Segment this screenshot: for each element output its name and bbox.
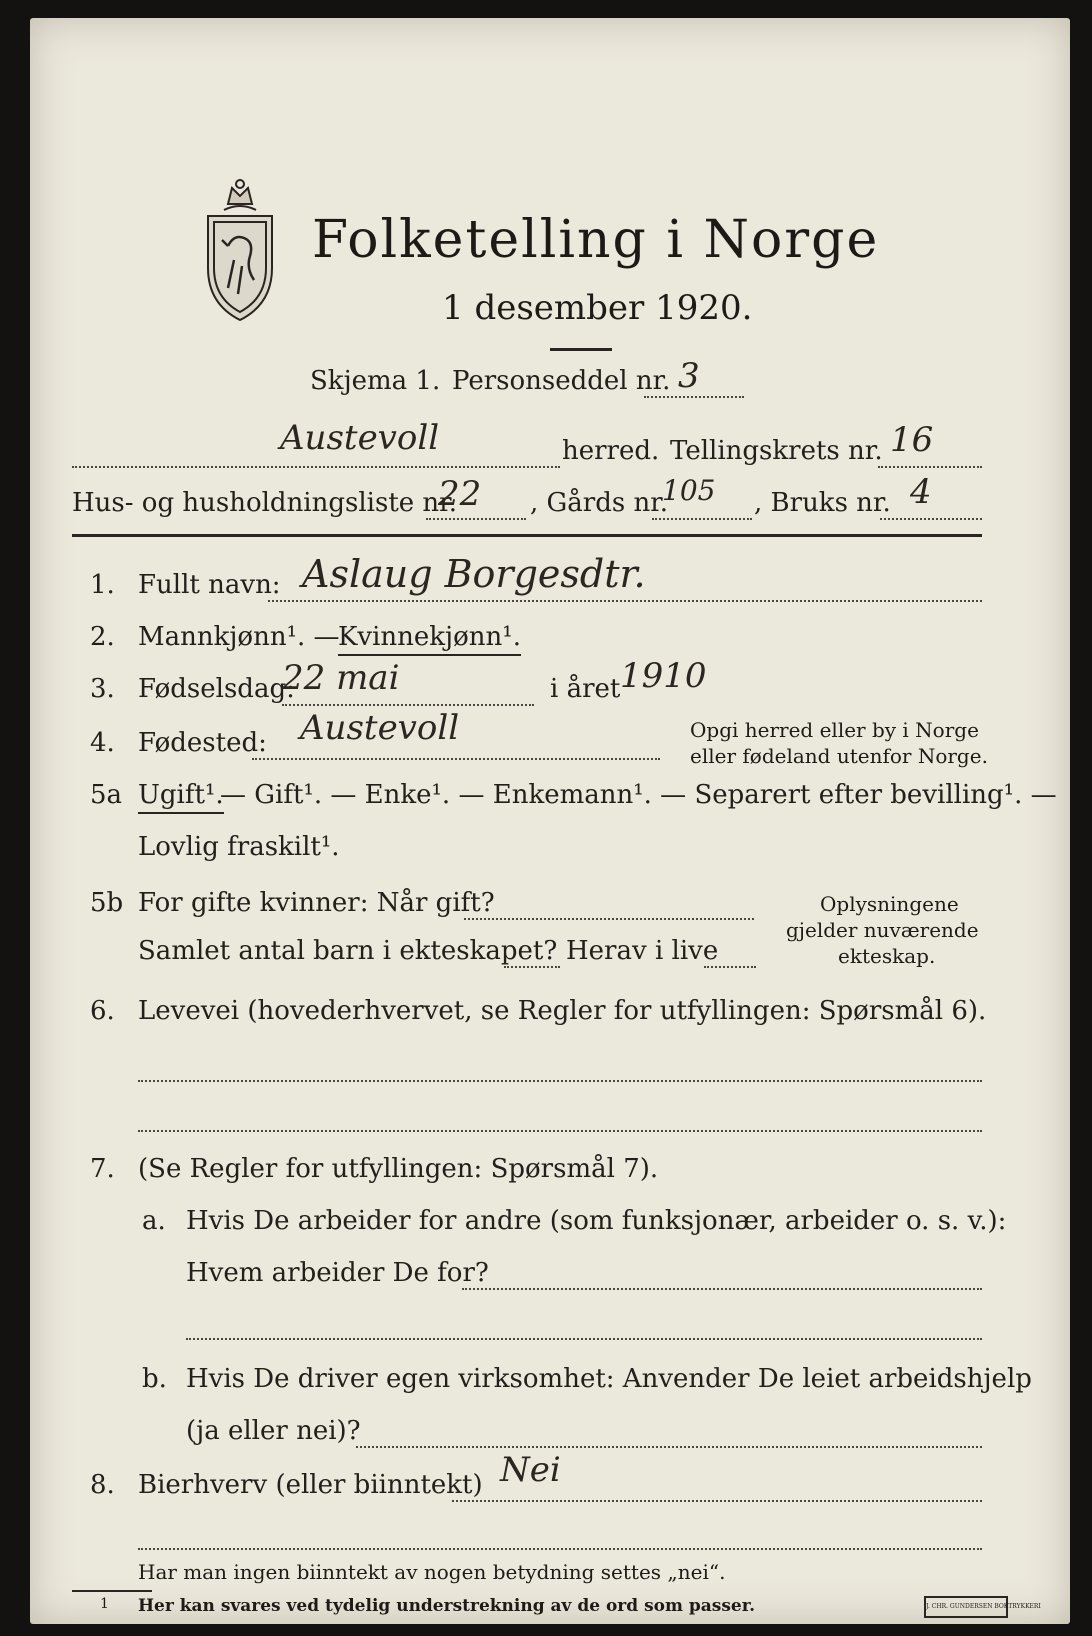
census-date: 1 desember 1920. [442, 288, 753, 328]
tellingskrets-line [878, 466, 982, 468]
q5b-note-3: ekteskap. [838, 944, 936, 968]
q1-label: Fullt navn: [138, 570, 281, 600]
birth-year-value[interactable]: 1910 [620, 656, 707, 696]
q4-number: 4. [90, 728, 115, 758]
q5b-alive-label: Herav i live [566, 936, 719, 966]
q3-line [282, 704, 534, 706]
gards-value[interactable]: 105 [662, 474, 716, 507]
q5b-note-1: Oplysningene [820, 892, 959, 916]
q5a-number: 5a [90, 780, 123, 810]
q7a-employer-label: Hvem arbeider De for? [186, 1258, 489, 1288]
q2-female-selected[interactable]: Kvinnekjønn¹. [338, 622, 521, 656]
personseddel-value[interactable]: 3 [678, 356, 700, 396]
coat-of-arms-icon [198, 176, 282, 326]
tellingskrets-value[interactable]: 16 [890, 420, 934, 460]
bruks-line [880, 518, 982, 520]
herred-value[interactable]: Austevoll [280, 418, 440, 458]
skjema-label: Skjema 1. [310, 366, 441, 396]
herred-label: herred. [562, 436, 660, 466]
side-income-value[interactable]: Nei [500, 1450, 561, 1490]
section-divider [72, 534, 982, 537]
footnote-mark: 1 [100, 1596, 109, 1612]
personseddel-label: Personseddel nr. [452, 366, 671, 396]
husliste-label: Hus- og husholdningsliste nr. [72, 488, 458, 518]
q8-line-1 [452, 1500, 982, 1502]
tellingskrets-label: Tellingskrets nr. [670, 436, 883, 466]
gards-label: , Gårds nr. [530, 488, 669, 518]
q5b-number: 5b [90, 888, 124, 918]
q3-number: 3. [90, 674, 115, 704]
q1-line [268, 600, 982, 602]
census-form [30, 18, 1070, 1624]
q1-number: 1. [90, 570, 115, 600]
herred-line [72, 466, 560, 468]
q7-label: (Se Regler for utfyllingen: Spørsmål 7). [138, 1154, 659, 1184]
q5b-label: For gifte kvinner: Når gift? [138, 888, 495, 918]
q4-note-1: Opgi herred eller by i Norge [690, 718, 979, 742]
footnote-divider [72, 1590, 152, 1592]
footer-note: Har man ingen biinntekt av nogen betydning settes „nei“. [138, 1560, 726, 1584]
q7a-label: Hvis De arbeider for andre (som funksjonær, arbeider o. s. v.): [186, 1206, 1007, 1236]
q7b-line [356, 1446, 982, 1448]
q8-label: Bierhverv (eller biinntekt) [138, 1470, 483, 1500]
q4-note-2: eller fødeland utenfor Norge. [690, 744, 988, 768]
q7a-line-1 [462, 1288, 982, 1290]
birthday-value[interactable]: 22 mai [282, 658, 400, 698]
birthplace-value[interactable]: Austevoll [300, 708, 460, 748]
q5a-divorced[interactable]: Lovlig fraskilt¹. [138, 832, 340, 862]
q2-male[interactable]: Mannkjønn¹. — [138, 622, 340, 652]
q3-label: Fødselsdag: [138, 674, 295, 704]
q4-label: Fødested: [138, 728, 267, 758]
q8-line-2 [138, 1548, 982, 1550]
q5b-alive-line [704, 966, 756, 968]
q5b-children-line [504, 966, 560, 968]
q5b-note-2: gjelder nuværende [786, 918, 979, 942]
q7a-letter: a. [142, 1206, 166, 1236]
gards-line [652, 518, 752, 520]
q6-line-1 [138, 1080, 982, 1082]
q8-number: 8. [90, 1470, 115, 1500]
footnote-text: Her kan svares ved tydelig understrekning av de ord som passer. [138, 1596, 756, 1616]
printer-stamp: J. CHR. GUNDERSEN BOKTRYKKERI [924, 1596, 1008, 1618]
q4-line [252, 758, 660, 760]
q6-number: 6. [90, 996, 115, 1026]
q6-label: Levevei (hovederhvervet, se Regler for utfyllingen: Spørsmål 6). [138, 996, 987, 1026]
q5a-options[interactable]: — Gift¹. — Enke¹. — Enkemann¹. — Separert efter bevilling¹. — [220, 780, 1057, 810]
bruks-label: , Bruks nr. [754, 488, 891, 518]
q7a-line-2 [186, 1338, 982, 1340]
q5b-children-label: Samlet antal barn i ekteskapet? [138, 936, 558, 966]
q7b-jaenei-label: (ja eller nei)? [186, 1416, 361, 1446]
q7b-letter: b. [142, 1364, 167, 1394]
q5a-ugift-selected[interactable]: Ugift¹. [138, 780, 224, 814]
q5b-married-line [464, 918, 754, 920]
title-divider [550, 348, 612, 351]
q3-year-label: i året [550, 674, 621, 704]
q7-number: 7. [90, 1154, 115, 1184]
q7b-label: Hvis De driver egen virksomhet: Anvender De leiet arbeidshjelp [186, 1364, 1032, 1394]
husliste-line [426, 518, 526, 520]
q2-number: 2. [90, 622, 115, 652]
bruks-value[interactable]: 4 [910, 472, 932, 512]
husliste-value[interactable]: 22 [438, 474, 482, 514]
personseddel-line [644, 396, 744, 398]
q6-line-2 [138, 1130, 982, 1132]
form-title: Folketelling i Norge [312, 210, 880, 270]
full-name-value[interactable]: Aslaug Borgesdtr. [302, 552, 646, 596]
